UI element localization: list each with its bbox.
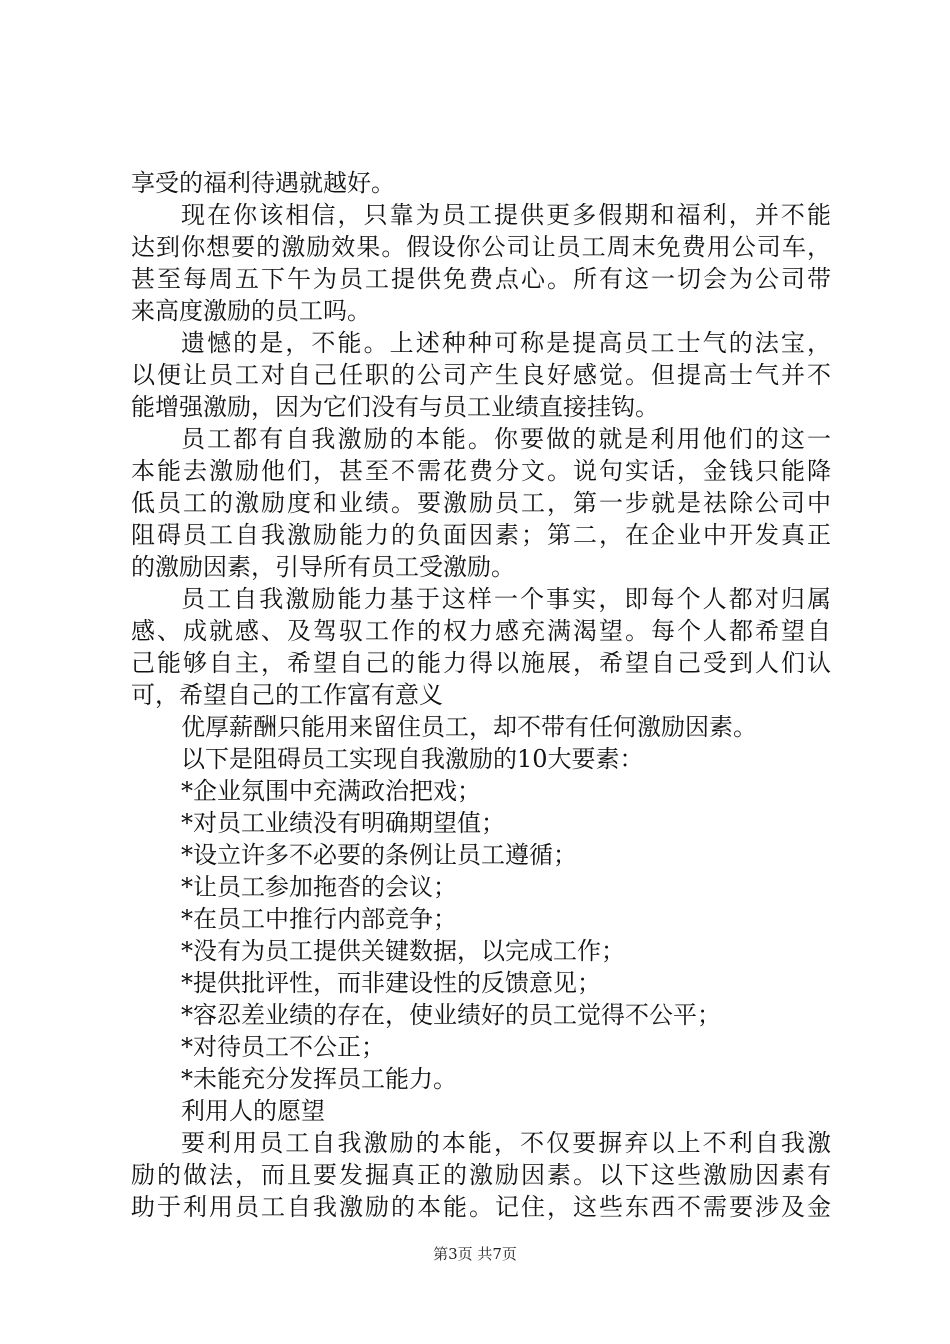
text-line: 的激励因素，引导所有员工受激励。 xyxy=(131,553,515,581)
text-line: *对员工业绩没有明确期望值； xyxy=(181,809,505,837)
text-line: 来高度激励的员工吗。 xyxy=(131,297,371,325)
text-line: *容忍差业绩的存在，使业绩好的员工觉得不公平； xyxy=(181,1001,721,1029)
text-line: 以便让员工对自己任职的公司产生良好感觉。但提高士气并不 xyxy=(131,361,831,389)
text-line: 达到你想要的激励效果。假设你公司让员工周末免费用公司车， xyxy=(131,233,831,261)
text-line: 可，希望自己的工作富有意义 xyxy=(131,681,443,709)
text-line: *让员工参加拖沓的会议； xyxy=(181,873,457,901)
text-line: 利用人的愿望 xyxy=(181,1097,325,1125)
text-line: 员工都有自我激励的本能。你要做的就是利用他们的这一 xyxy=(181,425,831,453)
text-line: *在员工中推行内部竞争； xyxy=(181,905,457,933)
text-line: 员工自我激励能力基于这样一个事实，即每个人都对归属 xyxy=(181,585,831,613)
text-line: 优厚薪酬只能用来留住员工，却不带有任何激励因素。 xyxy=(181,713,757,741)
text-line: 阻碍员工自我激励能力的负面因素；第二，在企业中开发真正 xyxy=(131,521,831,549)
text-line: 励的做法，而且要发掘真正的激励因素。以下这些激励因素有 xyxy=(131,1161,831,1189)
text-line: *对待员工不公正； xyxy=(181,1033,385,1061)
text-line: *未能充分发挥员工能力。 xyxy=(181,1065,457,1093)
text-line: 以下是阻碍员工实现自我激励的10大要素： xyxy=(181,745,644,773)
text-line: *提供批评性，而非建设性的反馈意见； xyxy=(181,969,601,997)
text-line: *没有为员工提供关键数据，以完成工作； xyxy=(181,937,625,965)
text-line: 助于利用员工自我激励的本能。记住，这些东西不需要涉及金 xyxy=(131,1193,831,1221)
text-line: 享受的福利待遇就越好。 xyxy=(131,169,395,197)
text-line: 遗憾的是，不能。上述种种可称是提高员工士气的法宝， xyxy=(181,329,831,357)
text-line: 能增强激励，因为它们没有与员工业绩直接挂钩。 xyxy=(131,393,659,421)
text-line: 要利用员工自我激励的本能，不仅要摒弃以上不利自我激 xyxy=(181,1129,831,1157)
document-body xyxy=(131,167,831,1223)
text-line: 甚至每周五下午为员工提供免费点心。所有这一切会为公司带 xyxy=(131,265,831,293)
page-footer: 第3页 共7页 xyxy=(433,1245,517,1263)
text-line: 本能去激励他们，甚至不需花费分文。说句实话，金钱只能降 xyxy=(131,457,831,485)
text-line: *企业氛围中充满政治把戏； xyxy=(181,777,481,805)
text-line: 感、成就感、及驾驭工作的权力感充满渴望。每个人都希望自 xyxy=(131,617,831,645)
text-line: *设立许多不必要的条例让员工遵循； xyxy=(181,841,577,869)
text-line: 低员工的激励度和业绩。要激励员工，第一步就是祛除公司中 xyxy=(131,489,831,517)
text-line: 己能够自主，希望自己的能力得以施展，希望自己受到人们认 xyxy=(131,649,831,677)
text-line: 现在你该相信，只靠为员工提供更多假期和福利，并不能 xyxy=(181,201,831,229)
